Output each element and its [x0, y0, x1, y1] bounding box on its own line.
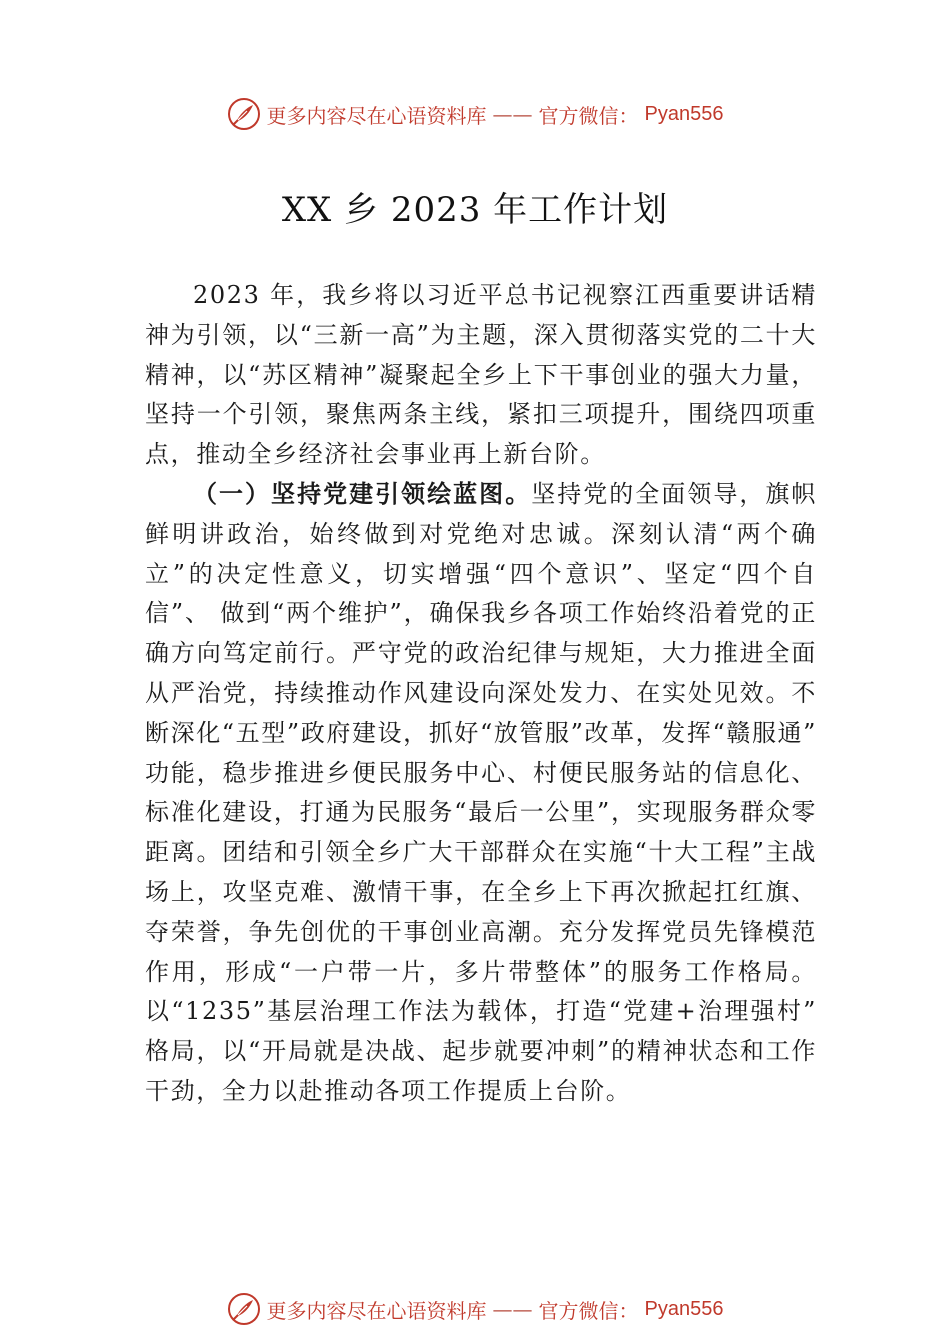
document-body [145, 276, 817, 1112]
footer-wechat-label: 官方微信： [538, 1298, 639, 1323]
feather-quill-logo-icon [227, 97, 261, 131]
banner-wechat-id: Pyan556 [644, 102, 724, 125]
document-title: XX 乡 2023 年工作计划 [281, 190, 669, 230]
intro-paragraph: 2023 年，我乡将以习近平总书记视察江西重要讲话精神为引领，以“三新一高”为主题，深入贯彻落实党的二十大精神，以“苏区精神”凝聚起全乡上下干事创业的强大力量，坚持一个引领，聚焦两条主线，紧扣三项提升，围绕四项重点，推动全乡经济社会事业再上新台阶。 [145, 281, 817, 469]
section-1-paragraph [145, 475, 817, 1112]
footer-brand-text: 更多内容尽在心语资料库 [266, 1298, 487, 1323]
section-1-heading: （一）坚持党建引领绘蓝图。 [193, 479, 532, 508]
footer-wechat-id: Pyan556 [644, 1297, 724, 1320]
banner-brand-text: 更多内容尽在心语资料库 [266, 103, 487, 128]
header-banner [0, 94, 950, 134]
banner-wechat-label: 官方微信： [538, 103, 639, 128]
banner-dash: —— [492, 102, 533, 126]
footer-dash: —— [492, 1297, 533, 1321]
feather-quill-logo-icon [227, 1292, 261, 1326]
footer-banner [0, 1289, 950, 1329]
section-1-body: 坚持党的全面领导，旗帜鲜明讲政治，始终做到对党绝对忠诚。深刻认清“两个确立”的决定性意义，切实增强“四个意识”、坚定“四个自信”、 做到“两个维护”，确保我乡各项工作始终沿着党的正确方向笃定前行。严守党的政治纪律与规矩，大力推进全面从严治党，持续推动作风建设向深处发力、在实处见效。不断深化“五型”政府建设，抓好“放管服”改革，发挥“赣服通” 功能，稳步推进乡便民服务中心、村便民服务站的信息化、 标准化建设，打通为民服务“最后一公里”，实现服务群众零距离。团结和引领全乡广大干部群众在实施“十大工程”主战场上，攻坚克难、激情干事，在全乡上下再次掀起扛红旗、夺荣誉，争先创优的干事创业高潮。充分发挥党员先锋模范作用，形成“一户带一片，多片带整体”的服务工作格局。 以“1235”基层治理工作法为载体，打造“党建+治理强村” 格局，以“开局就是决战、起步就要冲刺”的精神状态和工作干劲，全力以赴推动各项工作提质上台阶。 [145, 479, 818, 1105]
